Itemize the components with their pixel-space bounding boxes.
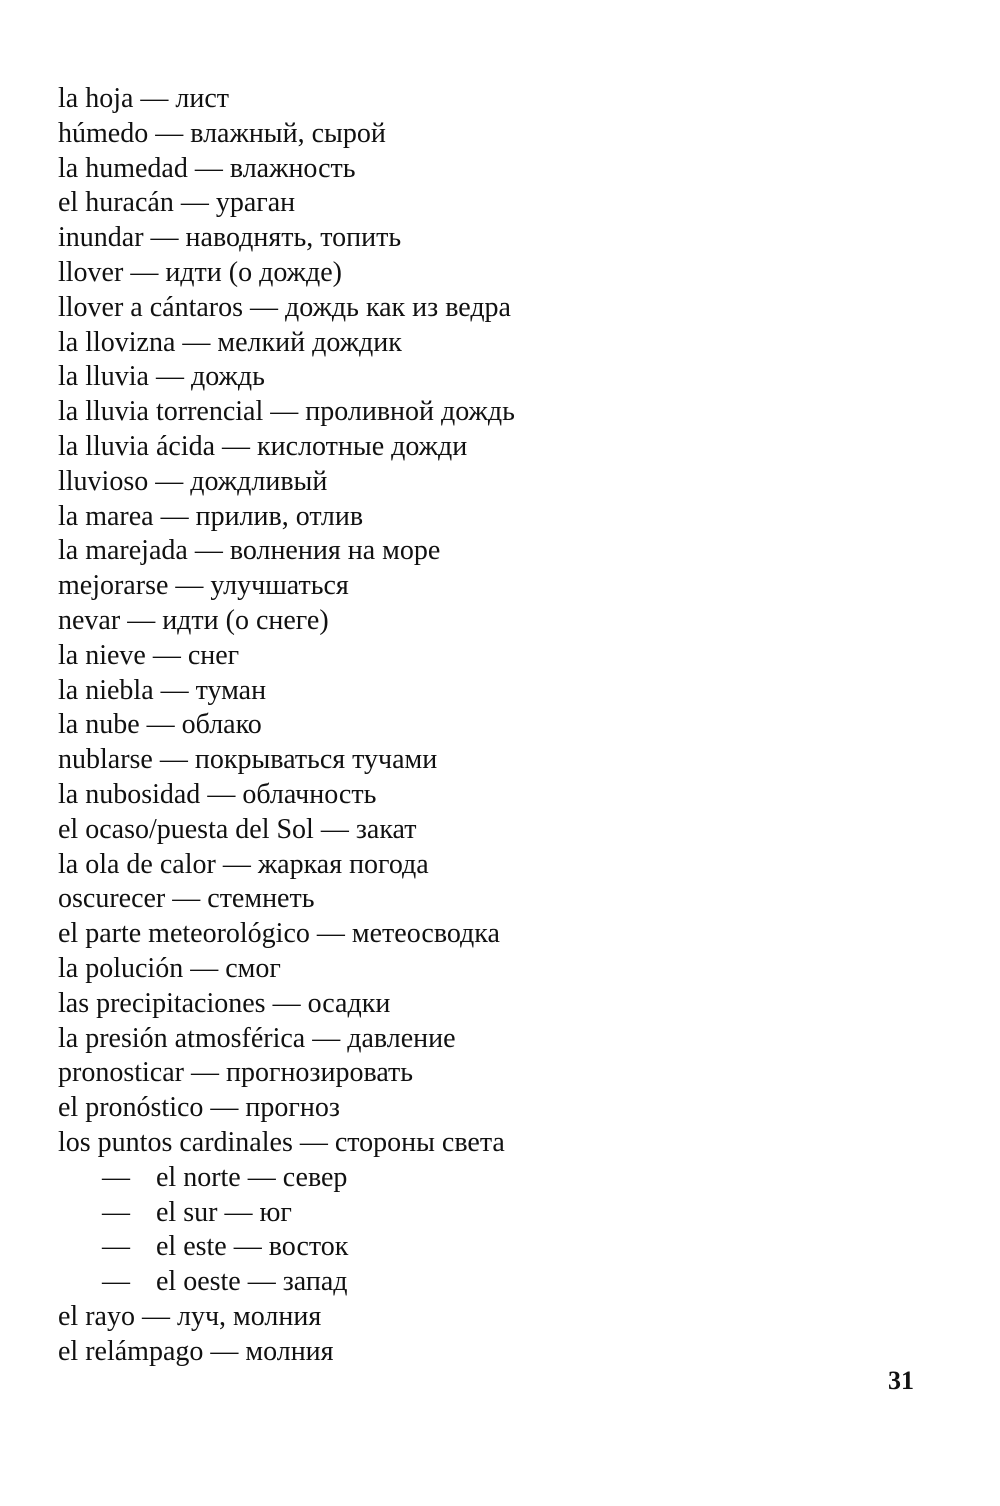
spanish-term: el huracán: [58, 187, 174, 219]
vocab-entry: [58, 1091, 918, 1126]
separator-dash: —: [270, 396, 299, 428]
separator-dash: —: [155, 117, 184, 149]
russian-translation: молния: [245, 1335, 334, 1367]
russian-translation: волнения на море: [229, 535, 441, 567]
russian-translation: восток: [268, 1231, 349, 1263]
vocab-subentry: [58, 1161, 918, 1196]
list-dash: —: [102, 1196, 130, 1228]
spanish-term: la nube: [58, 709, 140, 741]
vocab-entry: [58, 82, 918, 117]
spanish-term: la nubosidad: [58, 778, 201, 810]
separator-dash: —: [194, 535, 223, 567]
russian-translation: юг: [259, 1196, 292, 1228]
spanish-term: la presión atmosférica: [58, 1022, 306, 1054]
separator-dash: —: [146, 709, 175, 741]
separator-dash: —: [224, 1196, 253, 1228]
list-dash: —: [102, 1161, 130, 1193]
vocab-entry: [58, 917, 918, 952]
separator-dash: —: [155, 361, 184, 393]
russian-translation: мелкий дождик: [217, 326, 402, 358]
russian-translation: идти (о снеге): [162, 604, 329, 636]
separator-dash: —: [222, 848, 251, 880]
russian-translation: ураган: [215, 187, 296, 219]
separator-dash: —: [152, 639, 181, 671]
vocab-entry: [58, 674, 918, 709]
separator-dash: —: [180, 187, 209, 219]
separator-dash: —: [175, 570, 204, 602]
russian-translation: покрываться тучами: [194, 744, 438, 776]
spanish-term: el relámpago: [58, 1335, 204, 1367]
spanish-term: la lluvia torrencial: [58, 396, 264, 428]
page-number: 31: [888, 1366, 914, 1395]
russian-translation: туман: [195, 674, 267, 706]
separator-dash: —: [159, 744, 188, 776]
spanish-term: húmedo: [58, 117, 149, 149]
vocab-entry: [58, 152, 918, 187]
russian-translation: лист: [175, 83, 230, 114]
vocab-entry: [58, 1335, 918, 1370]
vocab-entry: [58, 221, 918, 256]
separator-dash: —: [130, 256, 159, 288]
vocab-entry: [58, 256, 918, 291]
separator-dash: —: [272, 987, 301, 1019]
spanish-term: llover: [58, 256, 124, 288]
russian-translation: север: [282, 1161, 348, 1193]
vocab-entry: [58, 430, 918, 465]
vocab-entry: [58, 186, 918, 221]
russian-translation: смог: [225, 952, 281, 984]
spanish-term: nevar: [58, 604, 121, 636]
vocab-entry: [58, 708, 918, 743]
spanish-term: llover a cántaros: [58, 291, 244, 323]
separator-dash: —: [233, 1231, 262, 1263]
russian-translation: стемнеть: [207, 883, 315, 915]
vocab-entry: [58, 117, 918, 152]
spanish-term: el parte meteorológico: [58, 918, 310, 950]
separator-dash: —: [312, 1022, 341, 1054]
spanish-term: pronosticar: [58, 1057, 184, 1089]
separator-dash: —: [190, 952, 219, 984]
spanish-term: el oeste: [156, 1266, 241, 1298]
separator-dash: —: [141, 1300, 170, 1332]
spanish-term: la marea: [58, 500, 154, 532]
vocab-subentry: [58, 1196, 918, 1231]
russian-translation: улучшаться: [210, 570, 349, 602]
spanish-term: el ocaso/puesta del Sol: [58, 813, 314, 845]
vocab-entry: [58, 778, 918, 813]
spanish-term: la lluvia ácida: [58, 430, 216, 462]
vocab-entry: [58, 848, 918, 883]
vocab-entry: [58, 534, 918, 569]
spanish-term: el sur: [156, 1196, 218, 1228]
russian-translation: дождь: [190, 361, 265, 393]
spanish-term: la niebla: [58, 674, 154, 706]
spanish-term: la marejada: [58, 535, 188, 567]
separator-dash: —: [127, 604, 156, 636]
vocab-entry: [58, 500, 918, 535]
separator-dash: —: [194, 152, 223, 184]
separator-dash: —: [160, 500, 189, 532]
russian-translation: метеосводка: [351, 918, 500, 950]
vocab-entry: [58, 987, 918, 1022]
vocab-entry: [58, 639, 918, 674]
vocab-entry: [58, 360, 918, 395]
spanish-term: inundar: [58, 222, 144, 254]
separator-dash: —: [316, 918, 345, 950]
vocab-entry: [58, 1300, 918, 1335]
vocab-entry: [58, 395, 918, 430]
spanish-term: la nieve: [58, 639, 146, 671]
spanish-term: la lluvia: [58, 361, 149, 393]
vocab-entry: [58, 882, 918, 917]
russian-translation: дождь как из ведра: [285, 291, 511, 323]
spanish-term: oscurecer: [58, 883, 166, 915]
spanish-term: la humedad: [58, 152, 188, 184]
vocab-entry: [58, 743, 918, 778]
russian-translation: дождливый: [190, 465, 328, 497]
vocab-entry: [58, 465, 918, 500]
list-dash: —: [102, 1231, 130, 1263]
russian-translation: идти (о дожде): [165, 256, 342, 288]
spanish-term: la polución: [58, 952, 184, 984]
vocab-entry: [58, 952, 918, 987]
vocab-entry: [58, 326, 918, 361]
separator-dash: —: [155, 465, 184, 497]
separator-dash: —: [182, 326, 211, 358]
vocab-entry: [58, 1022, 918, 1057]
russian-translation: луч, молния: [176, 1300, 322, 1332]
vocab-subentry: [58, 1230, 918, 1265]
russian-translation: жаркая погода: [257, 848, 429, 880]
spanish-term: el este: [156, 1231, 227, 1263]
separator-dash: —: [207, 778, 236, 810]
russian-translation: влажность: [229, 152, 356, 184]
spanish-term: la llovizna: [58, 326, 176, 358]
separator-dash: —: [299, 1126, 328, 1158]
russian-translation: прогноз: [245, 1092, 340, 1124]
spanish-term: el pronóstico: [58, 1092, 204, 1124]
spanish-term: mejorarse: [58, 570, 169, 602]
russian-translation: прогнозировать: [225, 1057, 414, 1089]
separator-dash: —: [140, 83, 169, 114]
russian-translation: снег: [187, 639, 240, 671]
spanish-term: la hoja: [58, 83, 134, 114]
separator-dash: —: [247, 1266, 276, 1298]
separator-dash: —: [160, 674, 189, 706]
russian-translation: запад: [282, 1266, 348, 1298]
separator-dash: —: [190, 1057, 219, 1089]
russian-translation: стороны света: [334, 1126, 505, 1158]
spanish-term: el rayo: [58, 1300, 135, 1332]
separator-dash: —: [172, 883, 201, 915]
spanish-term: la ola de calor: [58, 848, 216, 880]
spanish-term: lluvioso: [58, 465, 149, 497]
list-dash: —: [102, 1266, 130, 1298]
separator-dash: —: [247, 1161, 276, 1193]
separator-dash: —: [150, 222, 179, 254]
separator-dash: —: [210, 1092, 239, 1124]
separator-dash: —: [210, 1335, 239, 1367]
vocab-entry: [58, 604, 918, 639]
russian-translation: наводнять, топить: [185, 222, 402, 254]
russian-translation: влажный, сырой: [190, 117, 386, 149]
vocab-entry: [58, 1056, 918, 1091]
spanish-term: las precipitaciones: [58, 987, 266, 1019]
spanish-term: nublarse: [58, 744, 153, 776]
russian-translation: проливной дождь: [305, 396, 515, 428]
vocab-entry: [58, 569, 918, 604]
vocab-entry: [58, 813, 918, 848]
separator-dash: —: [250, 291, 279, 323]
russian-translation: прилив, отлив: [195, 500, 364, 532]
russian-translation: облако: [181, 709, 262, 741]
russian-translation: осадки: [307, 987, 391, 1019]
vocab-entry: [58, 1126, 918, 1161]
russian-translation: облачность: [242, 778, 377, 810]
spanish-term: los puntos cardinales: [58, 1126, 293, 1158]
russian-translation: давление: [347, 1022, 456, 1054]
vocab-entry: [58, 291, 918, 326]
separator-dash: —: [222, 430, 251, 462]
separator-dash: —: [320, 813, 349, 845]
russian-translation: закат: [355, 813, 417, 845]
russian-translation: кислотные дожди: [257, 430, 468, 462]
vocab-subentry: [58, 1265, 918, 1300]
vocabulary-list: [58, 82, 918, 1369]
spanish-term: el norte: [156, 1161, 241, 1193]
